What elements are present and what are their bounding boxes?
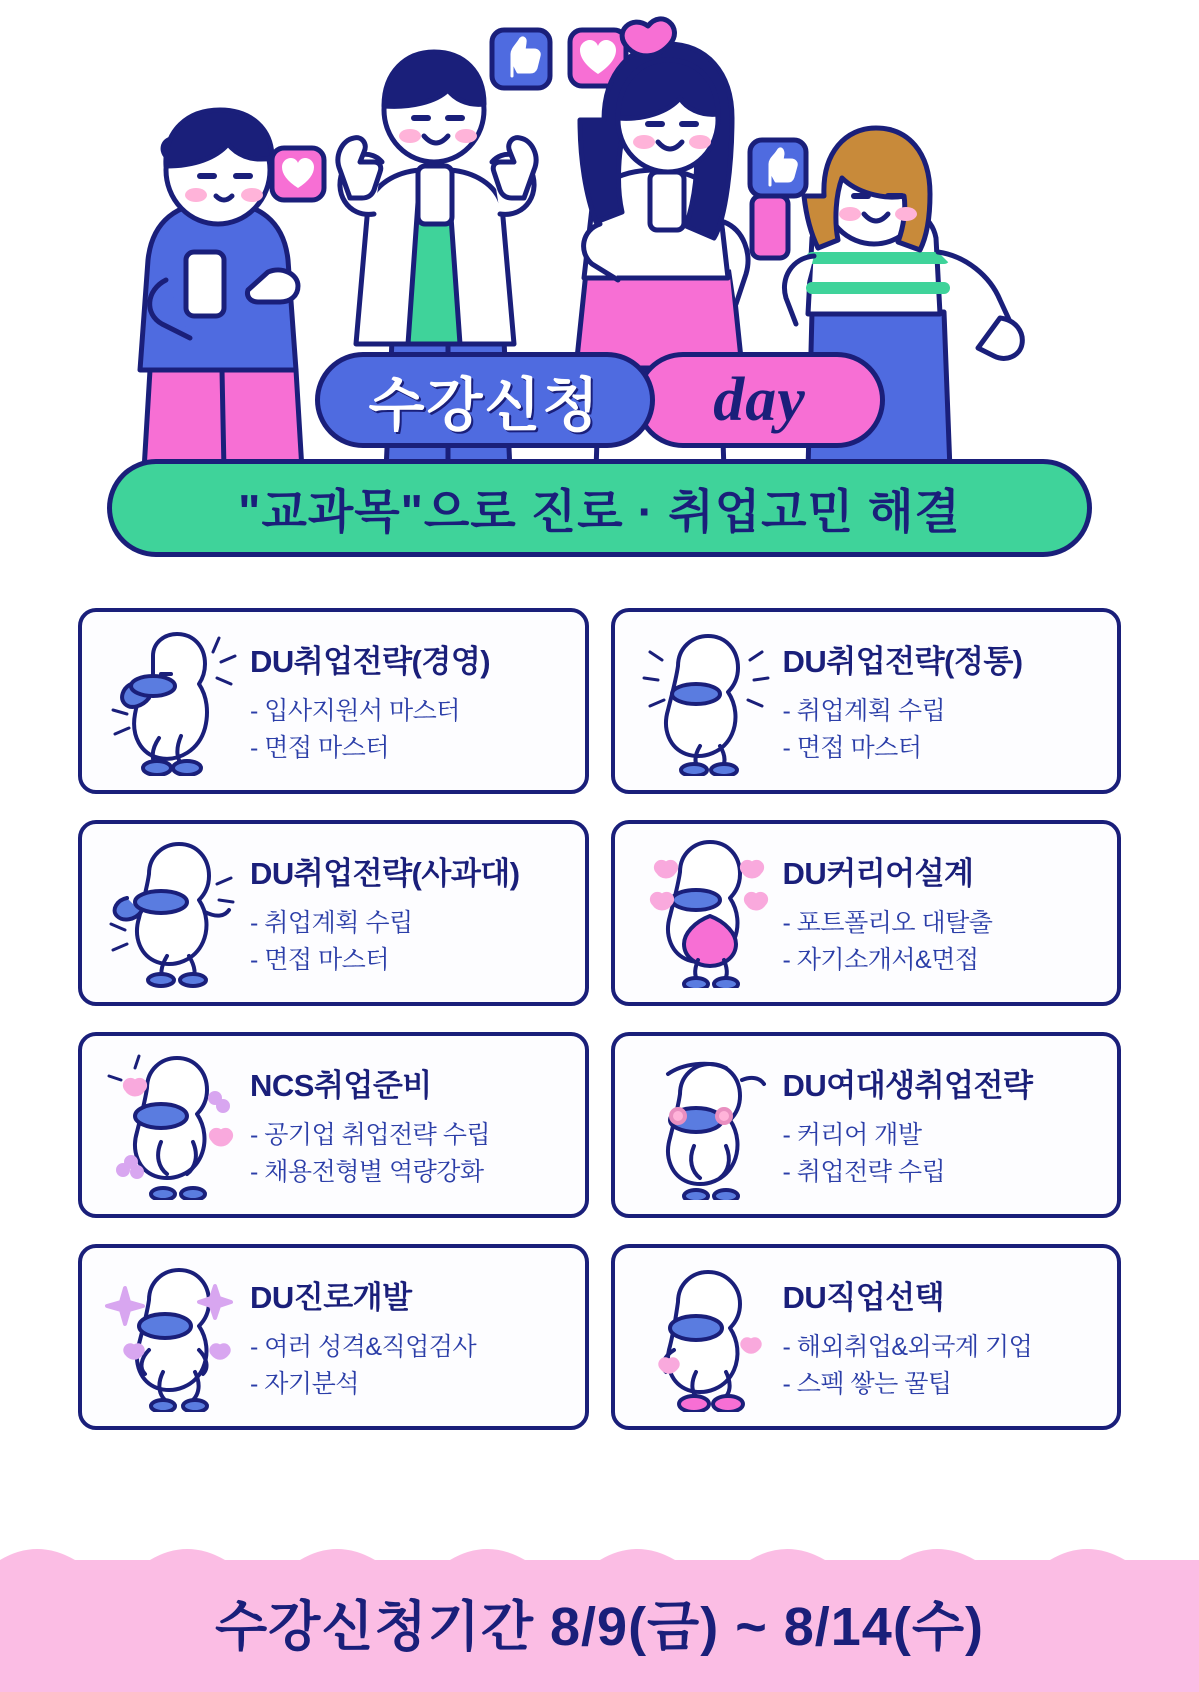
course-bullet: - 면접 마스터 <box>250 945 389 974</box>
course-bullet: - 입사지원서 마스터 <box>250 697 460 726</box>
course-bullet: - 면접 마스터 <box>782 733 922 762</box>
course-bullet: - 공기업 취업전략 수립 <box>250 1121 491 1150</box>
course-text <box>779 848 1104 978</box>
duck-mascot-wave-icon <box>629 1045 779 1205</box>
title-accent-text: day <box>713 365 806 434</box>
course-text <box>246 636 571 766</box>
title-pill-main <box>315 352 655 448</box>
course-bullet: - 해외취업&외국계 기업 <box>782 1333 1033 1362</box>
course-card[interactable] <box>611 820 1122 1006</box>
course-bullet: - 포트폴리오 대탈출 <box>782 909 993 938</box>
duck-mascot-cheer-icon <box>96 621 246 781</box>
course-bullet: - 자기분석 <box>250 1369 359 1398</box>
thumbs-up-icon <box>492 30 550 88</box>
title-row <box>0 352 1199 448</box>
course-text <box>246 848 571 978</box>
duck-mascot-heart-icon <box>629 833 779 993</box>
course-card[interactable] <box>78 608 589 794</box>
course-title: DU취업전략(경영) <box>250 644 491 680</box>
course-card[interactable] <box>611 608 1122 794</box>
course-card[interactable] <box>611 1244 1122 1430</box>
course-title: DU진로개발 <box>250 1280 412 1316</box>
hero-illustration <box>0 0 1199 470</box>
course-bullet: - 스펙 쌓는 꿀팁 <box>782 1369 952 1398</box>
course-bullet: - 여러 성격&직업검사 <box>250 1333 477 1362</box>
wave-divider-icon <box>0 1538 1199 1578</box>
duck-mascot-sparkle-icon <box>96 1257 246 1417</box>
course-title: DU커리어설계 <box>782 856 974 892</box>
course-bullet: - 취업계획 수립 <box>250 909 413 938</box>
course-card[interactable] <box>78 1032 589 1218</box>
course-text <box>246 1272 571 1402</box>
course-title: DU직업선택 <box>782 1280 945 1316</box>
course-bullet: - 취업전략 수립 <box>782 1157 946 1186</box>
course-bullet: - 자기소개서&면접 <box>782 945 979 974</box>
duck-mascot-stand-icon <box>629 1257 779 1417</box>
course-bullet: - 채용전형별 역량강화 <box>250 1157 484 1186</box>
course-bullet: - 커리어 개발 <box>782 1121 922 1150</box>
footer-period-text: 수강신청기간 8/9(금) ~ 8/14(수) <box>215 1597 984 1657</box>
course-title: DU취업전략(사과대) <box>250 856 520 892</box>
footer-banner <box>0 1560 1199 1692</box>
course-text <box>246 1060 571 1190</box>
subtitle-text: "교과목"으로 진로 · 취업고민 해결 <box>238 484 961 538</box>
course-text <box>779 636 1104 766</box>
course-grid <box>78 608 1121 1430</box>
title-main-text: 수강신청 <box>368 373 601 438</box>
course-bullet: - 면접 마스터 <box>250 733 389 762</box>
course-title: NCS취업준비 <box>250 1068 432 1104</box>
title-pill-accent <box>635 352 885 448</box>
thumbs-up-icon <box>750 140 806 196</box>
heart-icon <box>272 148 324 200</box>
course-card[interactable] <box>78 820 589 1006</box>
course-card[interactable] <box>78 1244 589 1430</box>
course-title: DU취업전략(정통) <box>782 644 1023 680</box>
course-text <box>779 1060 1104 1190</box>
course-title: DU여대생취업전략 <box>782 1068 1033 1104</box>
course-card[interactable] <box>611 1032 1122 1218</box>
course-text <box>779 1272 1104 1402</box>
duck-mascot-shine-icon <box>629 621 779 781</box>
course-bullet: - 취업계획 수립 <box>782 697 946 726</box>
duck-mascot-flower-icon <box>96 1045 246 1205</box>
duck-mascot-jump-icon <box>96 833 246 993</box>
subtitle-pill <box>107 459 1092 557</box>
